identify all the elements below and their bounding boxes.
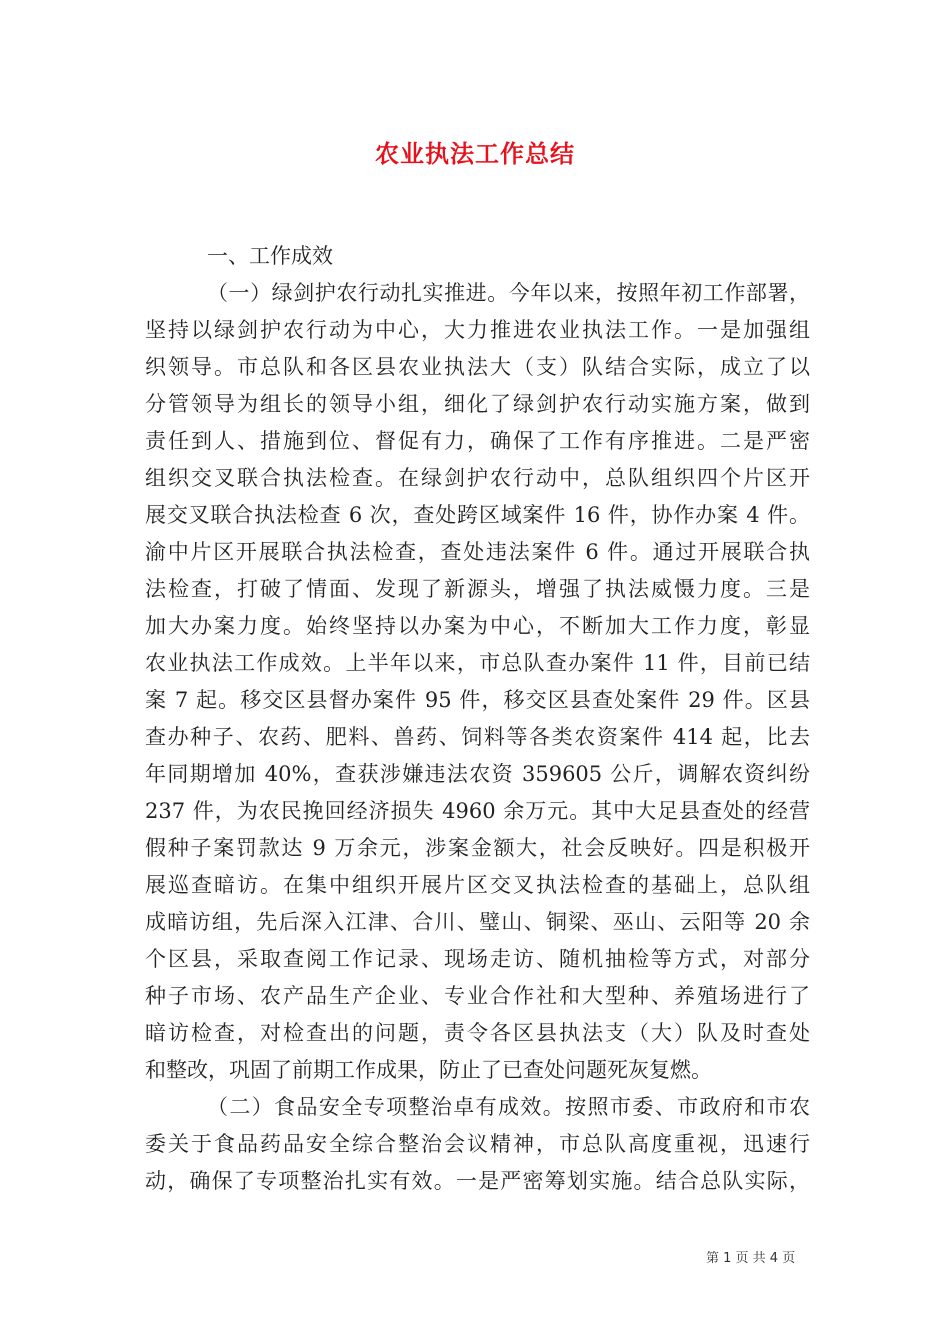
- text-line: 展交叉联合执法检查 6 次，查处跨区域案件 16 件，协作办案 4 件。: [145, 503, 810, 527]
- text-line: 渝中片区开展联合执法检查，查处违法案件 6 件。通过开展联合执: [145, 540, 810, 564]
- text-line: （一）绿剑护农行动扎实推进。今年以来，按照年初工作部署，: [207, 281, 810, 305]
- text-line: 个区县，采取查阅工作记录、现场走访、随机抽检等方式，对部分: [145, 947, 810, 971]
- text-line: 组织交叉联合执法检查。在绿剑护农行动中，总队组织四个片区开: [145, 466, 810, 490]
- text-line: 动，确保了专项整治扎实有效。一是严密筹划实施。结合总队实际，: [145, 1169, 810, 1193]
- text-line: 织领导。市总队和各区县农业执法大（支）队结合实际，成立了以: [145, 355, 810, 379]
- text-line: 年同期增加 40%，查获涉嫌违法农资 359605 公斤，调解农资纠纷: [145, 762, 810, 786]
- text-line: 坚持以绿剑护农行动为中心，大力推进农业执法工作。一是加强组: [145, 318, 810, 342]
- document-body: [145, 238, 810, 1200]
- text-line: 加大办案力度。始终坚持以办案为中心，不断加大工作力度，彰显: [145, 614, 810, 638]
- text-line: 暗访检查，对检查出的问题，责令各区县执法支（大）队及时查处: [145, 1021, 810, 1045]
- paragraph-2: [145, 1089, 810, 1200]
- text-line: 农业执法工作成效。上半年以来，市总队查办案件 11 件，目前已结: [145, 651, 810, 675]
- page-indicator: 第 1 页 共 4 页: [706, 1251, 796, 1266]
- paragraph-1: [145, 275, 810, 1089]
- text-line: 和整改，巩固了前期工作成果，防止了已查处问题死灰复燃。: [145, 1058, 712, 1082]
- section-heading: 一、工作成效: [207, 244, 333, 268]
- text-line: 委关于食品药品安全综合整治会议精神，市总队高度重视，迅速行: [145, 1132, 810, 1156]
- text-line: 分管领导为组长的领导小组，细化了绿剑护农行动实施方案，做到: [145, 392, 810, 416]
- text-line: 237 件，为农民挽回经济损失 4960 余万元。其中大足县查处的经营: [145, 799, 810, 823]
- text-line: 法检查，打破了情面、发现了新源头，增强了执法威慑力度。三是: [145, 577, 810, 601]
- text-line: 查办种子、农药、肥料、兽药、饲料等各类农资案件 414 起，比去: [145, 725, 810, 749]
- text-line: 案 7 起。移交区县督办案件 95 件，移交区县查处案件 29 件。区县: [145, 688, 810, 712]
- text-line: 种子市场、农产品生产企业、专业合作社和大型种、养殖场进行了: [145, 984, 810, 1008]
- text-line: 展巡查暗访。在集中组织开展片区交叉执法检查的基础上，总队组: [145, 873, 810, 897]
- text-line: 假种子案罚款达 9 万余元，涉案金额大，社会反映好。四是积极开: [145, 836, 810, 860]
- document-title: 农业执法工作总结: [375, 140, 575, 168]
- text-line: 成暗访组，先后深入江津、合川、璧山、铜梁、巫山、云阳等 20 余: [145, 910, 810, 934]
- text-line: 责任到人、措施到位、督促有力，确保了工作有序推进。二是严密: [145, 429, 810, 453]
- text-line: （二）食品安全专项整治卓有成效。按照市委、市政府和市农: [207, 1095, 810, 1119]
